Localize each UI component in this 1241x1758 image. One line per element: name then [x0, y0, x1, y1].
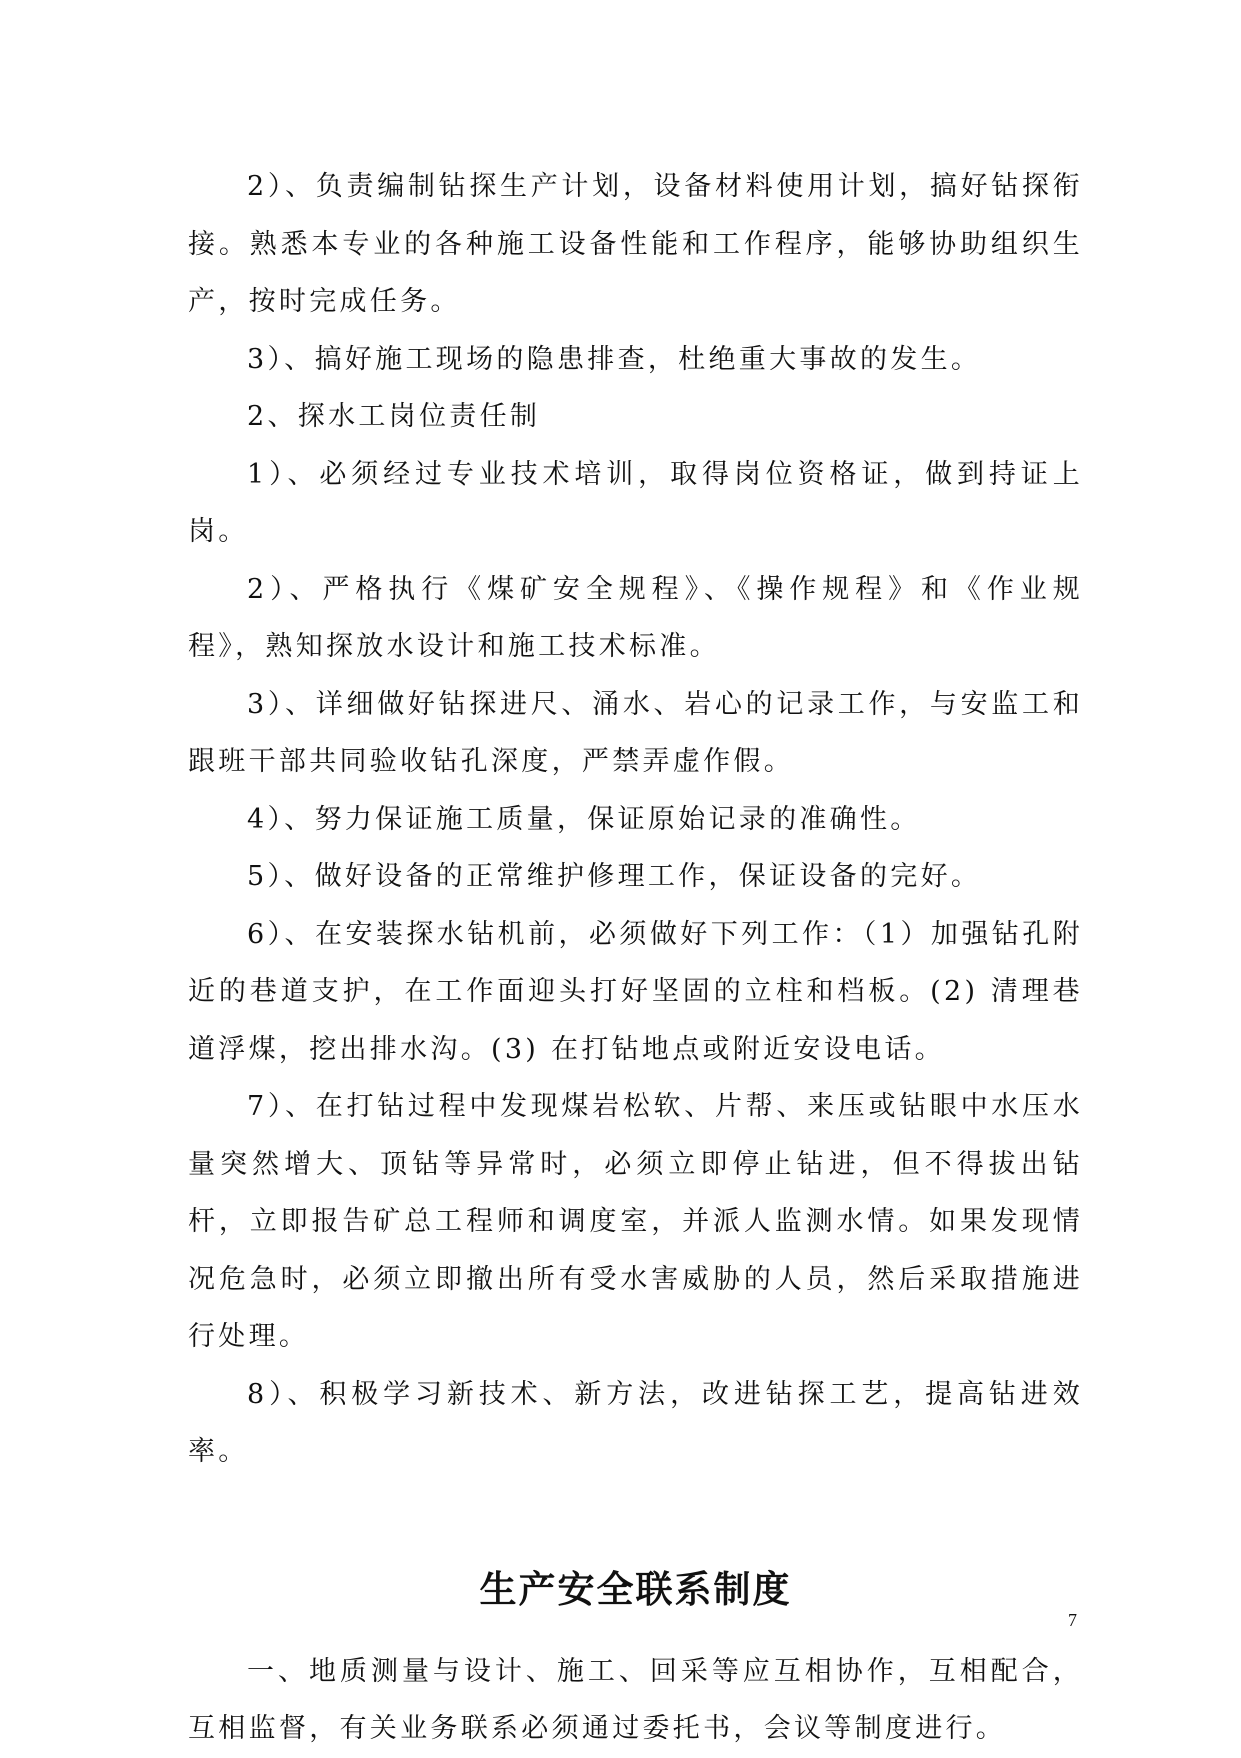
paragraph-liaison-1: 一、地质测量与设计、施工、回采等应互相协作，互相配合，互相监督，有关业务联系必须通过委托书，会议等制度进行。: [188, 1655, 1083, 1744]
paragraph-water-4: 4）、努力保证施工质量，保证原始记录的准确性。: [247, 803, 921, 835]
paragraph-section-2-title: 2、探水工岗位责任制: [247, 401, 541, 432]
paragraph-water-7: 7）、在打钻过程中发现煤岩松软、片帮、来压或钻眼中水压水量突然增大、顶钻等异常时，必须立即停止钻进，但不得拔出钻杆，立即报告矿总工程师和调度室，并派人监测水情。如果发现情况危急时，必须立即撤出所有受水害威胁的人员，然后采取措施进行处理。: [188, 1091, 1083, 1352]
paragraph-water-5: 5）、做好设备的正常维护修理工作，保证设备的完好。: [247, 861, 982, 892]
paragraph-water-6: 6）、在安装探水钻机前，必须做好下列工作：（1）加强钻孔附近的巷道支护，在工作面迎头打好坚固的立柱和档板。(2) 清理巷道浮煤，挖出排水沟。(3) 在打钻地点或附近安设电话。: [188, 918, 1083, 1065]
page-body: [188, 158, 1083, 1758]
page-number: 7: [1068, 1610, 1077, 1630]
section-heading: 生产安全联系制度: [479, 1566, 792, 1611]
paragraph-water-1: 1）、必须经过专业技术培训，取得岗位资格证，做到持证上岗。: [188, 458, 1083, 547]
paragraph-water-2: 2）、严格执行《煤矿安全规程》、《操作规程》和《作业规程》，熟知探放水设计和施工技术标准。: [188, 573, 1083, 662]
paragraph-water-8: 8）、积极学习新技术、新方法，改进钻探工艺，提高钻进效率。: [188, 1378, 1083, 1467]
paragraph-driller-2: 2）、负责编制钻探生产计划，设备材料使用计划，搞好钻探衔接。熟悉本专业的各种施工设备性能和工作程序，能够协助组织生产，按时完成任务。: [188, 171, 1083, 317]
paragraph-driller-3: 3）、搞好施工现场的隐患排查，杜绝重大事故的发生。: [247, 343, 982, 375]
paragraph-water-3: 3）、详细做好钻探进尺、涌水、岩心的记录工作，与安监工和跟班干部共同验收钻孔深度，严禁弄虚作假。: [188, 688, 1083, 777]
